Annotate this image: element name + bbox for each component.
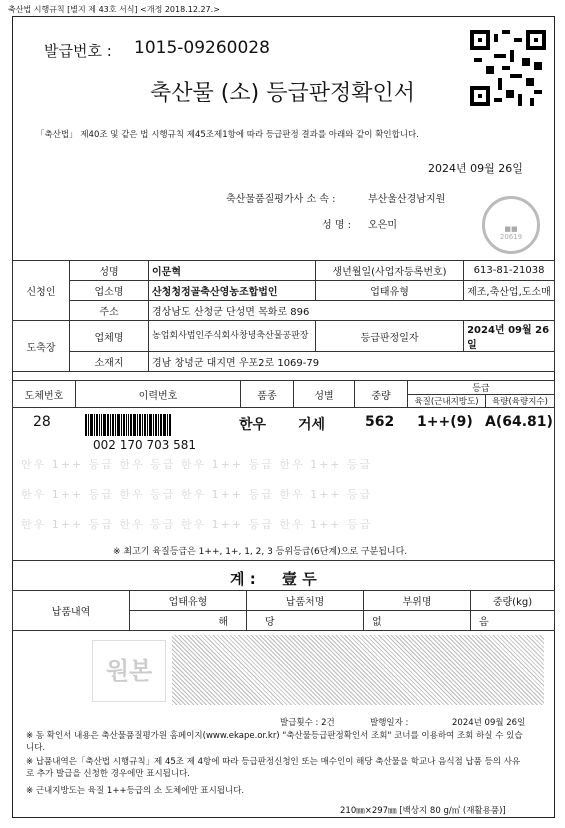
col-trace-no: 이력번호 bbox=[76, 381, 241, 408]
issue-count: 발급횟수 : 2건 bbox=[280, 718, 335, 728]
security-pattern bbox=[172, 635, 544, 705]
header-note: 축산법 시행규칙 [별지 제 43호 서식] <개정 2018.12.27.> bbox=[8, 5, 220, 14]
delivery-table bbox=[12, 590, 555, 631]
biz-name: 산청청정골축산영농조합법인 bbox=[149, 281, 316, 301]
slaughter-biz-name: 농업회사법인주식회사창녕축산물공판장 bbox=[149, 321, 316, 352]
footnote-3: ※ 근내지방도는 육질 1++등급의 소 도체에만 표시됩니다. bbox=[26, 786, 245, 796]
birth-value: 613-81-21038 bbox=[464, 261, 555, 281]
delivery-value: 없 bbox=[364, 611, 471, 631]
location-value: 경남 창녕군 대지면 우포2로 1069-79 bbox=[149, 352, 555, 372]
watermark-row: 안우 1++ 등급 한우 등급 한우 1++ 등급 한우 1++ 등급 bbox=[21, 458, 373, 471]
applicant-section: 신청인 bbox=[13, 261, 70, 321]
col-breed: 품종 bbox=[241, 381, 294, 408]
watermark-row: 한우 1++ 등급 한우 등급 한우 1++ 등급 한우 1++ 등급 bbox=[21, 488, 373, 501]
applicant-name: 이문혁 bbox=[149, 261, 316, 281]
col-grade: 등급 bbox=[408, 381, 555, 395]
slaughterhouse-section: 도축장 bbox=[13, 321, 70, 372]
col-meat-quality: 육질(근내지방도) bbox=[408, 395, 486, 408]
delivery-col-type: 업태유형 bbox=[130, 591, 247, 611]
col-sex: 성별 bbox=[294, 381, 355, 408]
agency-value: 부산울산경남지원 bbox=[368, 194, 446, 205]
agency-label: 축산물품질평가사 소 속 : bbox=[226, 194, 336, 205]
applicant-table bbox=[12, 260, 555, 372]
carcass-rows-area bbox=[13, 408, 555, 561]
official-seal-icon: ■■ 20619 bbox=[482, 196, 540, 254]
footnote-1: ※ 동 확인서 내용은 축산물품질평가원 홈페이지(www.ekape.or.kr) "축산물등급판정확인서 조회" 코너를 이용하여 조회 하실 수 있습니다. bbox=[26, 731, 523, 753]
delivery-col-weight: 중량(kg) bbox=[471, 591, 555, 611]
carcass-no: 28 bbox=[33, 414, 51, 430]
total-value: 壹 두 bbox=[282, 570, 317, 588]
grading-date: 2024년 09월 26일 bbox=[464, 321, 555, 352]
meat-grade-value: 1++(9) bbox=[417, 414, 473, 430]
issue-date-label: 발행일자 : bbox=[370, 718, 409, 728]
sex-value: 거세 bbox=[298, 417, 326, 433]
original-watermark: 원본 bbox=[92, 640, 166, 702]
birth-label: 생년월일(사업자등록번호) bbox=[316, 261, 464, 281]
issue-date-top: 2024년 09월 26일 bbox=[428, 162, 523, 175]
delivery-value: 음 bbox=[471, 611, 555, 631]
biz-type: 제조,축산업,도소매 bbox=[464, 281, 555, 301]
biz-type-label: 업태유형 bbox=[316, 281, 464, 301]
seal-number: 20619 bbox=[499, 233, 523, 241]
delivery-col-part: 부위명 bbox=[364, 591, 471, 611]
col-carcass-no: 도체번호 bbox=[13, 381, 76, 408]
document-title: 축산물 (소) 등급판정확인서 bbox=[150, 81, 415, 106]
grader-name-label: 성 명 : bbox=[322, 220, 352, 231]
col-yield: 육량(육량지수) bbox=[486, 395, 555, 408]
delivery-section: 납품내역 bbox=[13, 591, 130, 631]
issue-number: 1015-09260028 bbox=[134, 38, 270, 58]
slaughter-biz-label: 업체명 bbox=[70, 321, 149, 352]
intro-text: 「축산법」 제40조 및 같은 법 시행규칙 제45조제1항에 따라 등급판정 결과를 아래와 같이 확인합니다. bbox=[36, 130, 419, 140]
issue-number-label: 발급번호 : bbox=[44, 42, 112, 60]
address-label: 주소 bbox=[70, 301, 149, 321]
yield-grade-value: A(64.81) bbox=[485, 414, 553, 430]
grading-date-label: 등급판정일자 bbox=[316, 321, 464, 352]
delivery-value: 당 bbox=[247, 611, 364, 631]
location-label: 소재지 bbox=[70, 352, 149, 372]
biz-name-label: 업소명 bbox=[70, 281, 149, 301]
barcode-icon bbox=[85, 414, 172, 439]
footnote-2: ※ 납품내역은「축산법 시행규칙」제 45조 제 4항에 따라 등급판정신청인 또는 매수인이 해당 축산물을 학교나 음식점 납품 등의 사유로 추가 발급을 신청한 경우에만 표시됩니다. bbox=[26, 757, 521, 779]
grader-name: 오은미 bbox=[368, 220, 397, 231]
watermark-row: 한우 1++ 등급 한우 등급 한우 1++ 등급 한우 1++ 등급 bbox=[21, 518, 373, 531]
grade-note: ※ 최고기 육질등급은 1++, 1+, 1, 2, 3 등위등급(6단계)으로 구분됩니다. bbox=[113, 547, 408, 557]
issue-date: 2024년 09월 26일 bbox=[452, 718, 526, 728]
breed-value: 한우 bbox=[239, 417, 267, 433]
weight-value: 562 bbox=[365, 414, 395, 430]
total-label: 계 : bbox=[230, 570, 256, 588]
delivery-col-place: 납품처명 bbox=[247, 591, 364, 611]
delivery-value: 해 bbox=[130, 611, 247, 631]
col-weight: 중량 bbox=[355, 381, 408, 408]
applicant-name-label: 성명 bbox=[70, 261, 149, 281]
trace-number: 002 170 703 581 bbox=[93, 438, 197, 452]
carcass-table bbox=[12, 380, 555, 561]
paper-spec: 210㎜×297㎜ [백상지 80 g/㎡ (재활용품)] bbox=[340, 806, 506, 816]
address-value: 경상남도 산청군 단성면 목화로 896 bbox=[149, 301, 555, 321]
